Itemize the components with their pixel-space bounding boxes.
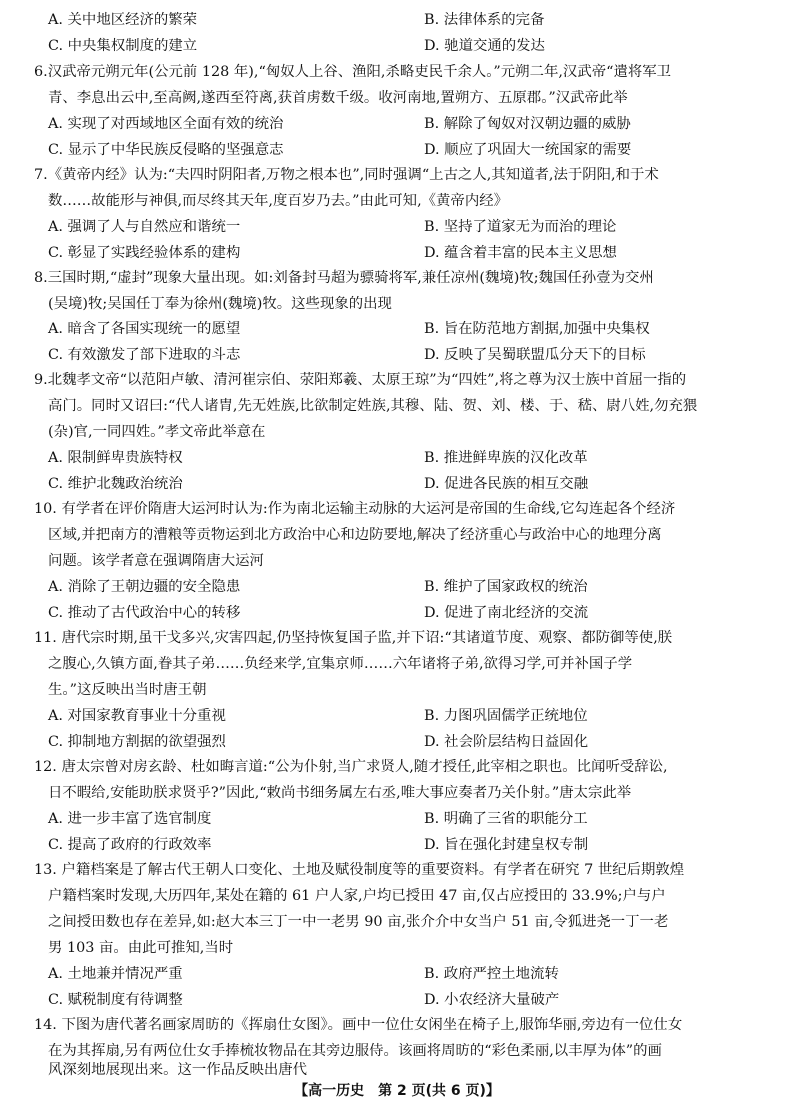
q5-option-b: B. 法律体系的完备 xyxy=(424,12,545,28)
q9-option-a: A. 限制鲜卑贵族特权 xyxy=(48,450,183,466)
q10-option-d: D. 促进了南北经济的交流 xyxy=(424,605,589,621)
q12-stem-line: 12. 唐太宗曾对房玄龄、杜如晦言道:“公为仆射,当广求贤人,随才授任,此宰相之职也。比闻听受辞讼, xyxy=(34,759,668,775)
q10-stem-line: 问题。该学者意在强调隋唐大运河 xyxy=(48,553,264,569)
q13-option-b: B. 政府严控土地流转 xyxy=(424,966,559,982)
q10-stem-line: 10. 有学者在评价隋唐大运河时认为:作为南北运输主动脉的大运河是帝国的生命线,它勾连起各个经济 xyxy=(34,501,676,517)
q13-option-a: A. 土地兼并情况严重 xyxy=(48,966,183,982)
q9-option-b: B. 推进鲜卑族的汉化改革 xyxy=(424,450,588,466)
q13-stem-line: 之间授田数也存在差异,如:赵大本三丁一中一老男 90 亩,张介介中女当户 51 亩,令狐进尧一丁一老 xyxy=(48,914,669,930)
q8-option-a: A. 暗含了各国实现统一的愿望 xyxy=(48,321,241,337)
q5-option-c: C. 中央集权制度的建立 xyxy=(48,38,198,54)
q7-option-b: B. 坚持了道家无为而治的理论 xyxy=(424,219,617,235)
q11-option-a: A. 对国家教育事业十分重视 xyxy=(48,708,226,724)
q13-stem-line: 男 103 亩。由此可推知,当时 xyxy=(48,940,234,956)
q6-stem-line: 青、李息出云中,至高阙,遂西至符离,获首虏数千级。收河南地,置朔方、五原郡。”汉武帝此举 xyxy=(48,90,628,106)
q6-option-c: C. 显示了中华民族反侵略的坚强意志 xyxy=(48,142,284,158)
q8-option-c: C. 有效激发了部下进取的斗志 xyxy=(48,347,241,363)
q7-option-d: D. 蕴含着丰富的民本主义思想 xyxy=(424,245,617,261)
q9-stem-line: 9.北魏孝文帝“以范阳卢敏、清河崔宗伯、荥阳郑羲、太原王琼”为“四姓”,将之尊为汉士族中首屈一指的 xyxy=(34,372,687,388)
q14-stem-line: 风深刻地展现出来。这一作品反映出唐代 xyxy=(48,1062,308,1078)
q12-option-c: C. 提高了政府的行政效率 xyxy=(48,837,212,853)
q12-option-a: A. 进一步丰富了选官制度 xyxy=(48,811,212,827)
q7-stem-line: 数……故能形与神俱,而尽终其天年,度百岁乃去。”由此可知,《黄帝内经》 xyxy=(48,193,508,209)
q6-option-b: B. 解除了匈奴对汉朝边疆的威胁 xyxy=(424,116,631,132)
q10-option-b: B. 维护了国家政权的统治 xyxy=(424,579,588,595)
q6-option-a: A. 实现了对西域地区全面有效的统治 xyxy=(48,116,284,132)
q10-stem-line: 区域,并把南方的漕粮等贡物运到北方政治中心和边防要地,解决了经济重心与政治中心的地理分离 xyxy=(48,527,662,543)
q11-option-d: D. 社会阶层结构日益固化 xyxy=(424,734,589,750)
q6-option-d: D. 顺应了巩固大一统国家的需要 xyxy=(424,142,632,158)
q11-option-b: B. 力图巩固儒学正统地位 xyxy=(424,708,588,724)
q8-option-b: B. 旨在防范地方割据,加强中央集权 xyxy=(424,321,650,337)
q9-option-d: D. 促进各民族的相互交融 xyxy=(424,476,589,492)
q9-option-c: C. 维护北魏政治统治 xyxy=(48,476,183,492)
q14-stem-line: 在为其挥扇,另有两位仕女手捧梳妆物品在其旁边服侍。该画将周昉的“彩色柔丽,以丰厚为体”的画 xyxy=(48,1043,662,1059)
q11-stem-line: 生。”这反映出当时唐王朝 xyxy=(48,682,207,698)
q5-option-d: D. 驰道交通的发达 xyxy=(424,38,545,54)
q11-option-c: C. 抑制地方割据的欲望强烈 xyxy=(48,734,226,750)
q12-option-d: D. 旨在强化封建皇权专制 xyxy=(424,837,589,853)
q10-option-c: C. 推动了古代政治中心的转移 xyxy=(48,605,241,621)
q11-stem-line: 之腹心,久镇方面,眷其子弟……负经来学,宜集京师……六年诸将子弟,欲得习学,可并补国子学 xyxy=(48,656,633,672)
q10-option-a: A. 消除了王朝边疆的安全隐患 xyxy=(48,579,241,595)
q6-stem-line: 6.汉武帝元朔元年(公元前 128 年),“匈奴人上谷、渔阳,杀略吏民千余人。”元朔二年,汉武帝“遣将军卫 xyxy=(34,64,672,80)
q13-option-c: C. 赋税制度有待调整 xyxy=(48,992,183,1008)
q8-stem-line: 8.三国时期,“虚封”现象大量出现。如:刘备封马超为骠骑将军,兼任凉州(魏境)牧;魏国任孙壹为交州 xyxy=(34,270,654,286)
q12-stem-line: 日不暇给,安能助朕求贤乎?”因此,“敕尚书细务属左右丞,唯大事应奏者乃关仆射。”唐太宗此举 xyxy=(48,785,632,801)
page-footer: 【高一历史 第 2 页(共 6 页)】 xyxy=(294,1083,500,1099)
q8-stem-line: (吴境)牧;吴国任丁奉为徐州(魏境)牧。这些现象的出现 xyxy=(48,296,392,312)
q13-option-d: D. 小农经济大量破产 xyxy=(424,992,560,1008)
q9-stem-line: 高门。同时又诏曰:“代人诸胄,先无姓族,比欲制定姓族,其穆、陆、贺、刘、楼、于、嵇、尉八姓,勿充猥 xyxy=(48,398,698,414)
q7-option-c: C. 彰显了实践经验体系的建构 xyxy=(48,245,241,261)
q7-option-a: A. 强调了人与自然应和谐统一 xyxy=(48,219,241,235)
q13-stem-line: 13. 户籍档案是了解古代王朝人口变化、土地及赋役制度等的重要资料。有学者在研究 7 世纪后期敦煌 xyxy=(34,862,685,878)
q13-stem-line: 户籍档案时发现,大历四年,某处在籍的 61 户人家,户均已授田 47 亩,仅占应授田的 33.9%;户与户 xyxy=(48,888,666,904)
q11-stem-line: 11. 唐代宗时期,虽干戈多兴,灾害四起,仍坚持恢复国子监,并下诏:“其诸道节度、观察、都防御等使,朕 xyxy=(34,630,673,646)
q14-stem-line: 14. 下图为唐代著名画家周昉的《挥扇仕女图》。画中一位仕女闲坐在椅子上,服饰华丽,旁边有一位仕女 xyxy=(34,1017,683,1033)
q7-stem-line: 7.《黄帝内经》认为:“夫四时阴阳者,万物之根本也”,同时强调“上古之人,其知道者,法于阴阳,和于术 xyxy=(34,167,659,183)
q12-option-b: B. 明确了三省的职能分工 xyxy=(424,811,588,827)
q9-stem-line: (杂)官,一同四姓。”孝文帝此举意在 xyxy=(48,424,266,440)
q5-option-a: A. 关中地区经济的繁荣 xyxy=(48,12,198,28)
q8-option-d: D. 反映了吴蜀联盟瓜分天下的目标 xyxy=(424,347,646,363)
